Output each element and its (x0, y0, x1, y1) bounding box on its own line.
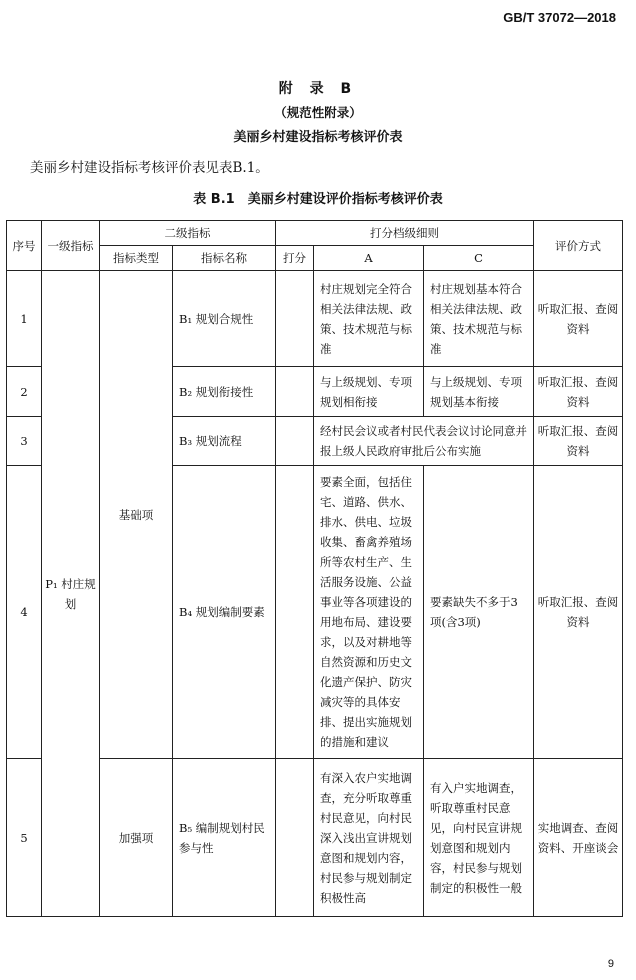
row-grade-a: 村庄规划完全符合相关法律法规、政策、技术规范与标准 (314, 271, 424, 367)
row-method: 实地调查、查阅资料、开座谈会 (534, 759, 623, 917)
evaluation-table (6, 220, 623, 917)
row-seq: 1 (7, 271, 42, 367)
header-level2: 二级指标 (100, 221, 276, 246)
row-name: B₂ 规划衔接性 (173, 367, 276, 417)
row-grade-c: 有入户实地调查，听取尊重村民意见，向村民宣讲规划意图和规划内容，村民参与规划制定的积极性一般 (424, 759, 534, 917)
appendix-subtitle: （规范性附录） (274, 105, 362, 120)
intro-text: 美丽乡村建设指标考核评价表见表B.1。 (30, 160, 269, 176)
row-seq: 5 (7, 759, 42, 917)
row-method: 听取汇报、查阅资料 (534, 367, 623, 417)
standard-number: GB/T 37072—2018 (503, 10, 616, 25)
row-seq: 4 (7, 466, 42, 759)
table-caption: 表 B.1 美丽乡村建设评价指标考核评价表 (193, 192, 443, 207)
appendix-title: 附 录 B (278, 81, 358, 97)
page-number: 9 (607, 958, 614, 970)
row-grade-a: 与上级规划、专项规划相衔接 (314, 367, 424, 417)
row-method: 听取汇报、查阅资料 (534, 417, 623, 466)
row-score (276, 417, 314, 466)
row-grade-ac: 经村民会议或者村民代表会议讨论同意并报上级人民政府审批后公布实施 (314, 417, 534, 466)
row-method: 听取汇报、查阅资料 (534, 271, 623, 367)
row-name: B₄ 规划编制要素 (173, 466, 276, 759)
header-scoring-detail: 打分档级细则 (276, 221, 534, 246)
row-score (276, 271, 314, 367)
row-grade-c: 村庄规划基本符合相关法律法规、政策、技术规范与标准 (424, 271, 534, 367)
row-score (276, 466, 314, 759)
table-row (7, 271, 623, 367)
type-basic: 基础项 (100, 271, 173, 759)
header-method: 评价方式 (534, 221, 623, 271)
level1-indicator: P₁ 村庄规划 (42, 271, 100, 917)
header-score: 打分 (276, 246, 314, 271)
header-grade-a: A (314, 246, 424, 271)
row-grade-a: 有深入农户实地调查，充分听取尊重村民意见，向村民深入浅出宣讲规划意图和规划内容，村民参与规划制定积极性高 (314, 759, 424, 917)
row-seq: 2 (7, 367, 42, 417)
header-row-2 (7, 246, 623, 271)
header-seq: 序号 (7, 221, 42, 271)
table-row (7, 759, 623, 917)
row-grade-a: 要素全面，包括住宅、道路、供水、排水、供电、垃圾收集、畜禽养殖场所等农村生产、生活服务设施、公益事业等各项建设的用地布局、建设要求，以及对耕地等自然资源和历史文化遗产保护、防灾减灾等的具体安排、提出实施规划的措施和建议 (314, 466, 424, 759)
row-score (276, 367, 314, 417)
row-name: B₅ 编制规划村民参与性 (173, 759, 276, 917)
appendix-name: 美丽乡村建设指标考核评价表 (233, 130, 403, 145)
type-enhanced: 加强项 (100, 759, 173, 917)
row-seq: 3 (7, 417, 42, 466)
header-level1: 一级指标 (42, 221, 100, 271)
row-grade-c: 与上级规划、专项规划基本衔接 (424, 367, 534, 417)
row-name: B₁ 规划合规性 (173, 271, 276, 367)
row-grade-c: 要素缺失不多于3项(含3项) (424, 466, 534, 759)
row-method: 听取汇报、查阅资料 (534, 466, 623, 759)
header-indicator-name: 指标名称 (173, 246, 276, 271)
row-name: B₃ 规划流程 (173, 417, 276, 466)
header-grade-c: C (424, 246, 534, 271)
header-indicator-type: 指标类型 (100, 246, 173, 271)
row-score (276, 759, 314, 917)
header-row-1 (7, 221, 623, 246)
